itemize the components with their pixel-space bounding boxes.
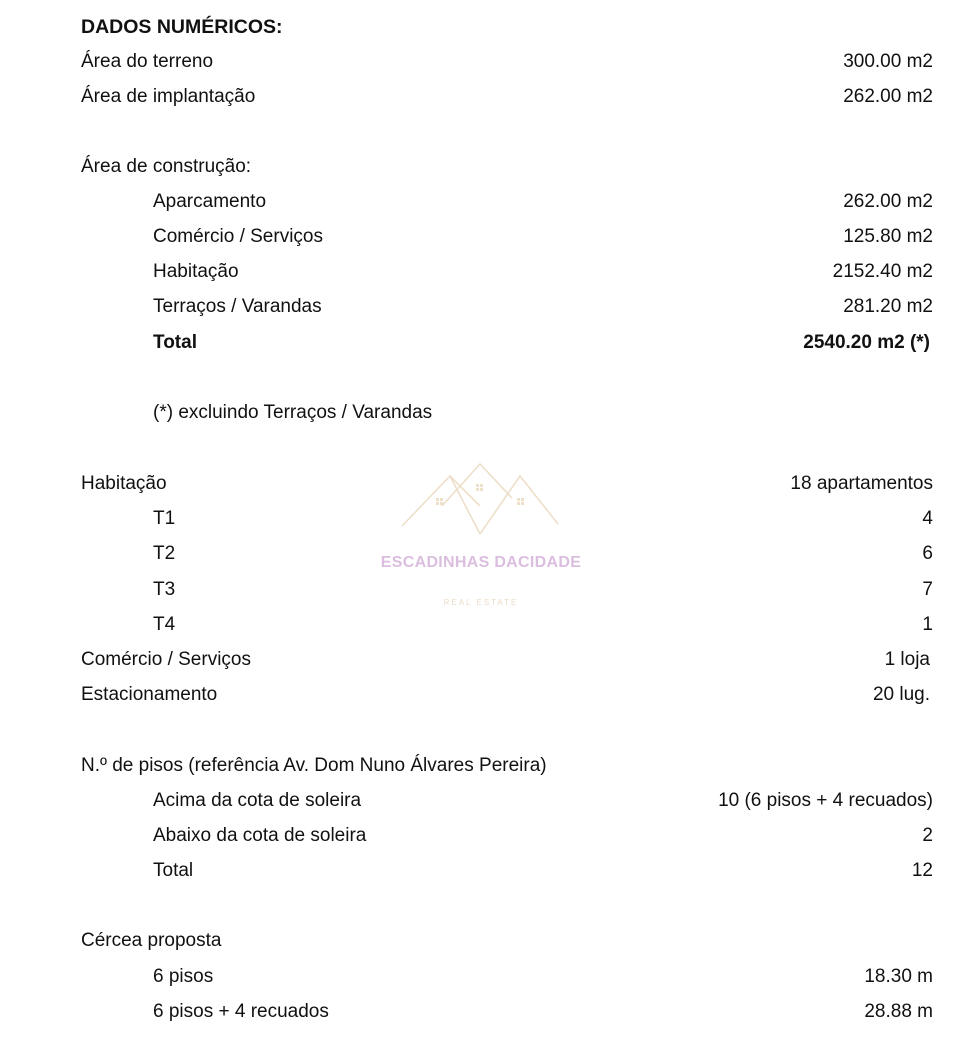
construcao-item-row xyxy=(0,189,961,215)
pisos-item-row xyxy=(0,788,961,814)
pisos-item-label: Abaixo da cota de soleira xyxy=(153,825,367,846)
pisos-item-label: Total xyxy=(153,860,194,881)
pisos-item-value: 10 (6 pisos + 4 recuados) xyxy=(718,790,933,811)
construcao-item-value: 262.00 m2 xyxy=(843,191,933,212)
tipologia-row xyxy=(0,541,961,567)
construcao-item-row xyxy=(0,224,961,250)
tipologia-value: 4 xyxy=(922,508,933,529)
terreno-row xyxy=(0,49,961,75)
construcao-total-row xyxy=(0,330,961,356)
estacionamento-label: Estacionamento xyxy=(81,684,218,705)
cercea-item-label: 6 pisos + 4 recuados xyxy=(153,1001,329,1022)
construcao-total-value: 2540.20 m2 (*) xyxy=(803,332,930,353)
tipologia-value: 1 xyxy=(922,614,933,635)
terreno-value: 300.00 m2 xyxy=(843,51,933,72)
tipologia-label: T4 xyxy=(153,614,176,635)
tipologia-label: T2 xyxy=(153,543,176,564)
cercea-item-value: 28.88 m xyxy=(864,1001,933,1022)
pisos-item-value: 2 xyxy=(922,825,933,846)
pisos-item-value: 12 xyxy=(911,860,933,881)
section-heading-row xyxy=(0,14,961,40)
construcao-header-row xyxy=(0,154,961,180)
construcao-item-label: Terraços / Varandas xyxy=(153,296,322,317)
construcao-item-value: 125.80 m2 xyxy=(843,226,933,247)
watermark-name: ESCADINHAS DACIDADE xyxy=(380,554,582,571)
tipologia-value: 6 xyxy=(922,543,933,564)
construcao-item-value: 281.20 m2 xyxy=(843,296,933,317)
implantacao-row xyxy=(0,84,961,110)
habitacao-row xyxy=(0,471,961,497)
comercio-value: 1 loja xyxy=(884,649,930,670)
construcao-item-value: 2152.40 m2 xyxy=(832,261,933,282)
estacionamento-row xyxy=(0,682,961,708)
pisos-item-row xyxy=(0,858,961,884)
cercea-item-row xyxy=(0,999,961,1025)
cercea-header-row xyxy=(0,928,961,954)
watermark-subtitle: REAL ESTATE xyxy=(443,598,519,607)
tipologia-row xyxy=(0,612,961,638)
cercea-item-label: 6 pisos xyxy=(153,966,214,987)
pisos-label: N.º de pisos (referência Av. Dom Nuno Álvares Pereira) xyxy=(81,755,547,776)
habitacao-label: Habitação xyxy=(81,473,167,494)
construcao-item-label: Aparcamento xyxy=(153,191,267,212)
construcao-note-row xyxy=(0,400,961,426)
construcao-item-row xyxy=(0,259,961,285)
construcao-item-label: Habitação xyxy=(153,261,239,282)
construcao-label: Área de construção: xyxy=(81,156,252,177)
terreno-label: Área do terreno xyxy=(81,51,214,72)
cercea-label: Cércea proposta xyxy=(81,930,222,951)
tipologia-row xyxy=(0,506,961,532)
implantacao-value: 262.00 m2 xyxy=(843,86,933,107)
tipologia-value: 7 xyxy=(922,579,933,600)
pisos-header-row xyxy=(0,753,961,779)
construcao-item-label: Comércio / Serviços xyxy=(153,226,323,247)
comercio-label: Comércio / Serviços xyxy=(81,649,251,670)
implantacao-label: Área de implantação xyxy=(81,86,256,107)
tipologia-row xyxy=(0,577,961,603)
habitacao-value: 18 apartamentos xyxy=(790,473,933,494)
construcao-total-label: Total xyxy=(153,332,197,353)
cercea-item-value: 18.30 m xyxy=(864,966,933,987)
tipologia-label: T3 xyxy=(153,579,176,600)
tipologia-label: T1 xyxy=(153,508,176,529)
cercea-item-row xyxy=(0,964,961,990)
construcao-note: (*) excluindo Terraços / Varandas xyxy=(153,402,433,423)
construcao-item-row xyxy=(0,294,961,320)
comercio-row xyxy=(0,647,961,673)
section-heading: DADOS NUMÉRICOS: xyxy=(81,16,283,38)
pisos-item-row xyxy=(0,823,961,849)
pisos-item-label: Acima da cota de soleira xyxy=(153,790,362,811)
estacionamento-value: 20 lug. xyxy=(872,684,930,705)
